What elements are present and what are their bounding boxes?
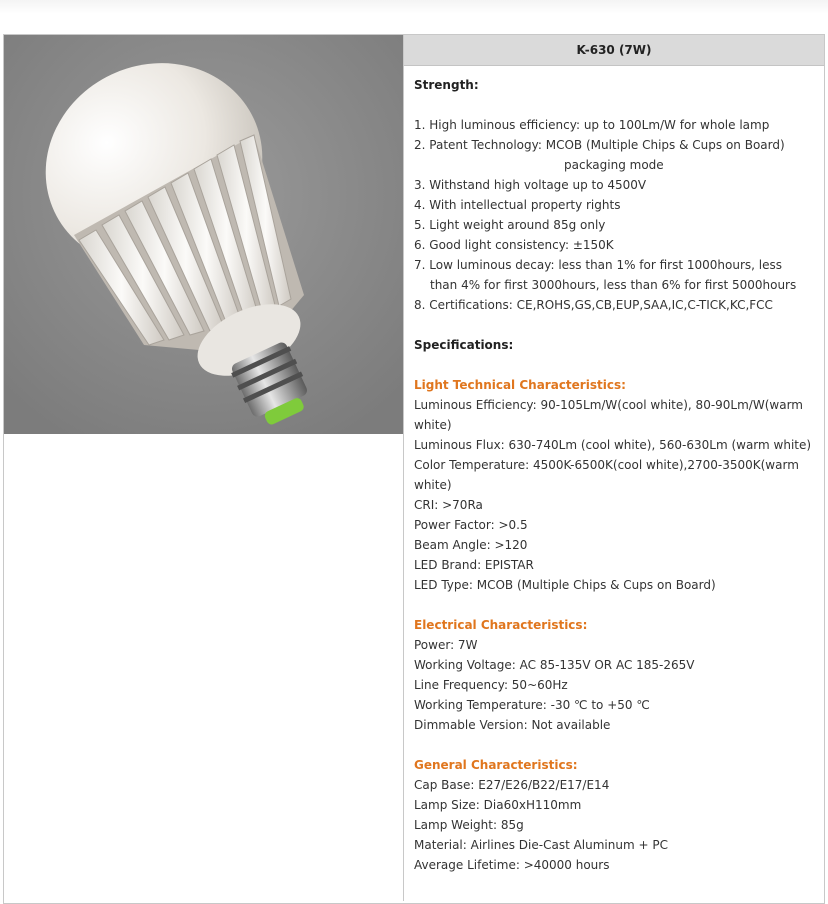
- light-heading: Light Technical Characteristics:: [414, 378, 626, 392]
- product-photo: [4, 35, 403, 434]
- spec-line: Color Temperature: 4500K-6500K(cool white),2700-3500K(warm white): [414, 458, 799, 492]
- spec-line: Power: 7W: [414, 638, 478, 652]
- strength-item: 7. Low luminous decay: less than 1% for first 1000hours, less: [414, 258, 783, 272]
- strength-item: 6. Good light consistency: ±150K: [414, 238, 614, 252]
- spec-line: LED Brand: EPISTAR: [414, 558, 534, 572]
- spec-line: Beam Angle: >120: [414, 538, 528, 552]
- led-bulb-image: [4, 35, 403, 434]
- specifications-heading: Specifications:: [414, 338, 514, 352]
- spec-line: Working Voltage: AC 85-135V OR AC 185-265V: [414, 658, 695, 672]
- product-title: K-630 (7W): [404, 35, 824, 66]
- spec-line: Line Frequency: 50~60Hz: [414, 678, 568, 692]
- strength-item: 5. Light weight around 85g only: [414, 218, 606, 232]
- product-details: [414, 75, 818, 875]
- spec-line: Dimmable Version: Not available: [414, 718, 611, 732]
- spec-line: Material: Airlines Die-Cast Aluminum + PC: [414, 838, 668, 852]
- strength-item: 1. High luminous efficiency: up to 100Lm/W for whole lamp: [414, 118, 770, 132]
- spec-line: Lamp Size: Dia60xH110mm: [414, 798, 582, 812]
- column-divider: [403, 35, 404, 901]
- spec-line: Working Temperature: -30 ℃ to +50 ℃: [414, 698, 650, 712]
- strength-item: 8. Certifications: CE,ROHS,GS,CB,EUP,SAA,IC,C-TICK,KC,FCC: [414, 298, 773, 312]
- spec-line: Cap Base: E27/E26/B22/E17/E14: [414, 778, 610, 792]
- strength-item: 2. Patent Technology: MCOB (Multiple Chips & Cups on Board): [414, 138, 785, 152]
- spec-line: Luminous Flux: 630-740Lm (cool white), 560-630Lm (warm white): [414, 438, 812, 452]
- general-heading: General Characteristics:: [414, 758, 578, 772]
- spec-line: CRI: >70Ra: [414, 498, 483, 512]
- spec-line: Average Lifetime: >40000 hours: [414, 858, 610, 872]
- strength-item: than 4% for first 3000hours, less than 6% for first 5000hours: [430, 278, 797, 292]
- top-bar: [0, 0, 828, 14]
- electrical-heading: Electrical Characteristics:: [414, 618, 588, 632]
- spec-line: Lamp Weight: 85g: [414, 818, 524, 832]
- strength-heading: Strength:: [414, 78, 479, 92]
- spec-line: Luminous Efficiency: 90-105Lm/W(cool white), 80-90Lm/W(warm white): [414, 398, 803, 432]
- strength-item: packaging mode: [564, 158, 664, 172]
- strength-item: 4. With intellectual property rights: [414, 198, 621, 212]
- strength-item: 3. Withstand high voltage up to 4500V: [414, 178, 647, 192]
- spec-line: LED Type: MCOB (Multiple Chips & Cups on Board): [414, 578, 716, 592]
- spec-line: Power Factor: >0.5: [414, 518, 528, 532]
